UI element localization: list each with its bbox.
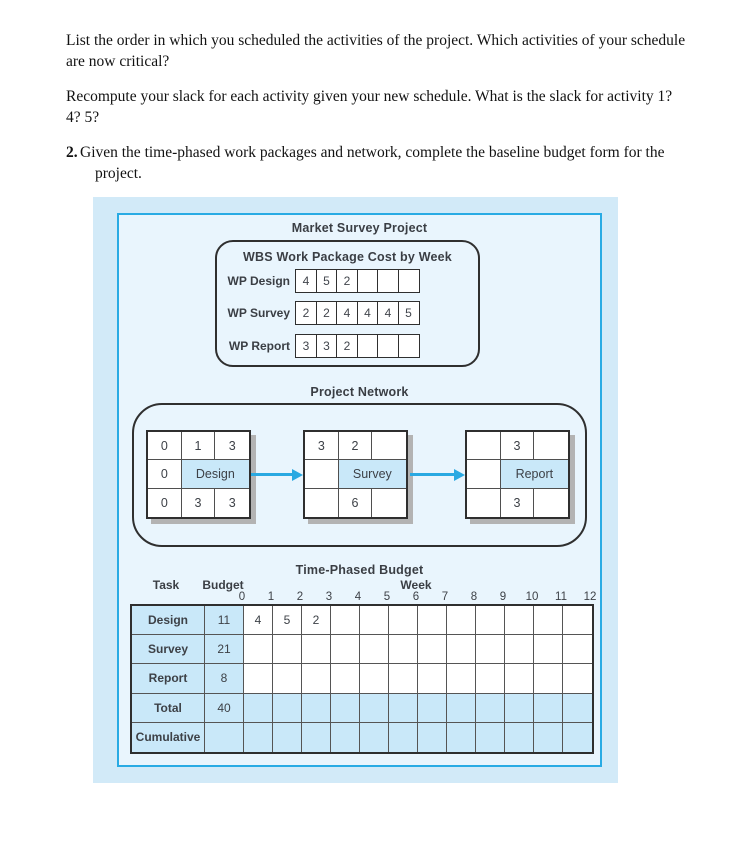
- question-line: Recompute your slack for each activity given your new schedule. What is the slack for activity 1?: [66, 88, 673, 105]
- week-value-cell: [534, 723, 563, 752]
- node-value-cell: [467, 460, 501, 488]
- wbs-cost-cell: 5: [316, 269, 338, 293]
- arrow-head-icon: [292, 469, 303, 481]
- node-value-cell: 3: [501, 489, 535, 517]
- week-value-cell: [389, 723, 418, 752]
- budget-value-cell: 40: [205, 694, 244, 723]
- week-value-cell: [505, 694, 534, 723]
- week-tick: 8: [470, 591, 478, 603]
- node-value-cell: 0: [148, 460, 182, 488]
- week-value-cell: [244, 635, 273, 664]
- question-line: 4? 5?: [66, 109, 100, 126]
- node-value-cell: 6: [339, 489, 373, 517]
- week-value-cell: [563, 635, 592, 664]
- question-line: project.: [95, 165, 142, 182]
- wbs-cost-cell: [357, 269, 379, 293]
- week-value-cell: [273, 635, 302, 664]
- budget-value-cell: 8: [205, 664, 244, 693]
- week-value-cell: [331, 635, 360, 664]
- wbs-cell-strip: [295, 269, 420, 293]
- wbs-row-label: WP Report: [228, 338, 290, 353]
- week-value-cell: [273, 723, 302, 752]
- node-value-cell: 3: [215, 432, 249, 460]
- task-label-cell: Survey: [132, 635, 205, 664]
- node-value-cell: 3: [182, 489, 216, 517]
- question-line: List the order in which you scheduled the activities of the project. Which activities of your schedule: [66, 32, 686, 49]
- wbs-row-label: WP Survey: [227, 306, 290, 320]
- week-value-cell: [505, 723, 534, 752]
- wbs-cost-cell: 5: [398, 301, 420, 325]
- week-value-cell: [418, 635, 447, 664]
- wbs-cell-strip: [295, 334, 420, 358]
- node-value-cell: 3: [215, 489, 249, 517]
- budget-value-cell: 11: [205, 606, 244, 635]
- week-value-cell: [331, 664, 360, 693]
- arrow-head-icon: [454, 469, 465, 481]
- week-tick: 7: [441, 591, 449, 603]
- wbs-rows: [217, 268, 478, 366]
- network-arrow: [251, 468, 303, 481]
- week-column-header: Week: [400, 578, 432, 592]
- node-value-cell: 0: [148, 489, 182, 517]
- week-value-cell: [360, 694, 389, 723]
- week-value-cell: [418, 694, 447, 723]
- week-value-cell: [534, 694, 563, 723]
- week-value-cell: [476, 635, 505, 664]
- network-node-design: [146, 430, 251, 519]
- week-tick: 2: [296, 591, 304, 603]
- week-value-cell: [244, 664, 273, 693]
- week-value-cell: [418, 723, 447, 752]
- week-value-cell: [273, 694, 302, 723]
- week-tick: 0: [238, 591, 246, 603]
- node-value-cell: [372, 489, 406, 517]
- wbs-cost-cell: [377, 334, 399, 358]
- week-value-cell: [360, 664, 389, 693]
- week-value-cell: [505, 635, 534, 664]
- week-value-cell: [447, 723, 476, 752]
- question-text-block: [66, 30, 716, 198]
- wbs-row: [217, 301, 478, 326]
- budget-column-header: Budget: [202, 578, 244, 592]
- week-value-cell: [389, 606, 418, 635]
- task-label-cell: Report: [132, 664, 205, 693]
- wbs-cost-cell: 4: [295, 269, 317, 293]
- week-tick: 4: [354, 591, 362, 603]
- wbs-box: [215, 240, 480, 367]
- week-value-cell: 4: [244, 606, 273, 635]
- activity-name-cell: Survey: [339, 460, 406, 488]
- node-value-cell: [305, 460, 339, 488]
- question-line: are now critical?: [66, 53, 170, 70]
- week-value-cell: [505, 664, 534, 693]
- wbs-cost-cell: [398, 334, 420, 358]
- week-tick: 3: [325, 591, 333, 603]
- week-value-cell: [302, 723, 331, 752]
- node-value-cell: [467, 432, 501, 460]
- wbs-cell-strip: [295, 301, 420, 325]
- figure-title: Market Survey Project: [291, 221, 428, 235]
- week-tick: 1: [267, 591, 275, 603]
- task-label-cell: Design: [132, 606, 205, 635]
- wbs-cost-cell: 4: [357, 301, 379, 325]
- wbs-cost-cell: [377, 269, 399, 293]
- node-value-cell: 3: [501, 432, 535, 460]
- task-label-cell: Cumulative: [132, 723, 205, 752]
- wbs-cost-cell: 4: [377, 301, 399, 325]
- week-value-cell: [418, 606, 447, 635]
- wbs-row: [217, 268, 478, 293]
- week-value-cell: [244, 723, 273, 752]
- figure-outer-panel: [93, 197, 618, 783]
- week-value-cell: [418, 664, 447, 693]
- week-tick: 6: [412, 591, 420, 603]
- week-value-cell: [563, 723, 592, 752]
- week-value-cell: [447, 635, 476, 664]
- week-tick: 10: [525, 591, 539, 603]
- wbs-cost-cell: 3: [316, 334, 338, 358]
- network-node-survey: [303, 430, 408, 519]
- activity-name-cell: Design: [182, 460, 249, 488]
- week-value-cell: [563, 664, 592, 693]
- node-value-cell: [372, 432, 406, 460]
- week-tick: 11: [555, 591, 567, 603]
- week-value-cell: [331, 694, 360, 723]
- task-label-cell: Total: [132, 694, 205, 723]
- wbs-cost-cell: 4: [336, 301, 358, 325]
- week-value-cell: [331, 723, 360, 752]
- network-title: Project Network: [310, 385, 409, 399]
- week-value-cell: [302, 635, 331, 664]
- arrow-shaft: [251, 473, 292, 476]
- budget-table: [130, 604, 594, 754]
- activity-name-cell: Report: [501, 460, 568, 488]
- week-value-cell: [389, 635, 418, 664]
- node-value-cell: [305, 489, 339, 517]
- question-item-2: [66, 142, 716, 184]
- week-value-cell: [476, 606, 505, 635]
- week-value-cell: [244, 694, 273, 723]
- week-value-cell: [563, 606, 592, 635]
- wbs-cost-cell: 2: [295, 301, 317, 325]
- week-value-cell: [505, 606, 534, 635]
- wbs-cost-cell: [357, 334, 379, 358]
- wbs-row-label: WP Design: [227, 273, 290, 288]
- week-value-cell: [302, 694, 331, 723]
- node-value-cell: [534, 489, 568, 517]
- week-value-cell: [360, 723, 389, 752]
- week-value-cell: [273, 664, 302, 693]
- network-arrow: [410, 468, 465, 481]
- wbs-cost-cell: 2: [336, 334, 358, 358]
- week-value-cell: [447, 694, 476, 723]
- network-node-report: [465, 430, 570, 519]
- week-value-cell: [360, 635, 389, 664]
- item-number: 2.: [66, 144, 78, 161]
- arrow-shaft: [410, 473, 454, 476]
- figure-inner-panel: [117, 213, 602, 767]
- node-value-cell: [467, 489, 501, 517]
- question-paragraph-1: [66, 30, 716, 72]
- week-value-cell: [360, 606, 389, 635]
- week-value-cell: [476, 694, 505, 723]
- week-value-cell: [534, 635, 563, 664]
- week-value-cell: [534, 664, 563, 693]
- week-value-cell: [476, 723, 505, 752]
- node-value-cell: [534, 432, 568, 460]
- budget-title: Time-Phased Budget: [295, 563, 424, 577]
- week-tick: 9: [499, 591, 507, 603]
- wbs-row: [217, 333, 478, 358]
- question-paragraph-2: [66, 86, 716, 128]
- wbs-cost-cell: 3: [295, 334, 317, 358]
- week-tick: 12: [583, 591, 597, 603]
- week-value-cell: [447, 606, 476, 635]
- week-tick: 5: [383, 591, 391, 603]
- wbs-cost-cell: 2: [336, 269, 358, 293]
- node-value-cell: 3: [305, 432, 339, 460]
- node-value-cell: 2: [339, 432, 373, 460]
- wbs-cost-cell: 2: [316, 301, 338, 325]
- week-value-cell: [447, 664, 476, 693]
- week-value-cell: [534, 606, 563, 635]
- week-value-cell: 2: [302, 606, 331, 635]
- wbs-cost-cell: [398, 269, 420, 293]
- task-column-header: Task: [152, 578, 180, 592]
- week-value-cell: [389, 664, 418, 693]
- network-box: [132, 403, 587, 547]
- week-value-cell: [563, 694, 592, 723]
- week-ticks: [238, 591, 597, 604]
- week-value-cell: [389, 694, 418, 723]
- node-value-cell: 0: [148, 432, 182, 460]
- question-line: Given the time-phased work packages and network, complete the baseline budget form for the: [80, 144, 665, 161]
- wbs-title: WBS Work Package Cost by Week: [243, 250, 452, 264]
- week-value-cell: 5: [273, 606, 302, 635]
- week-value-cell: [476, 664, 505, 693]
- budget-value-cell: 21: [205, 635, 244, 664]
- week-value-cell: [302, 664, 331, 693]
- week-value-cell: [331, 606, 360, 635]
- budget-value-cell: [205, 723, 244, 752]
- node-value-cell: 1: [182, 432, 216, 460]
- item-body: [80, 142, 665, 184]
